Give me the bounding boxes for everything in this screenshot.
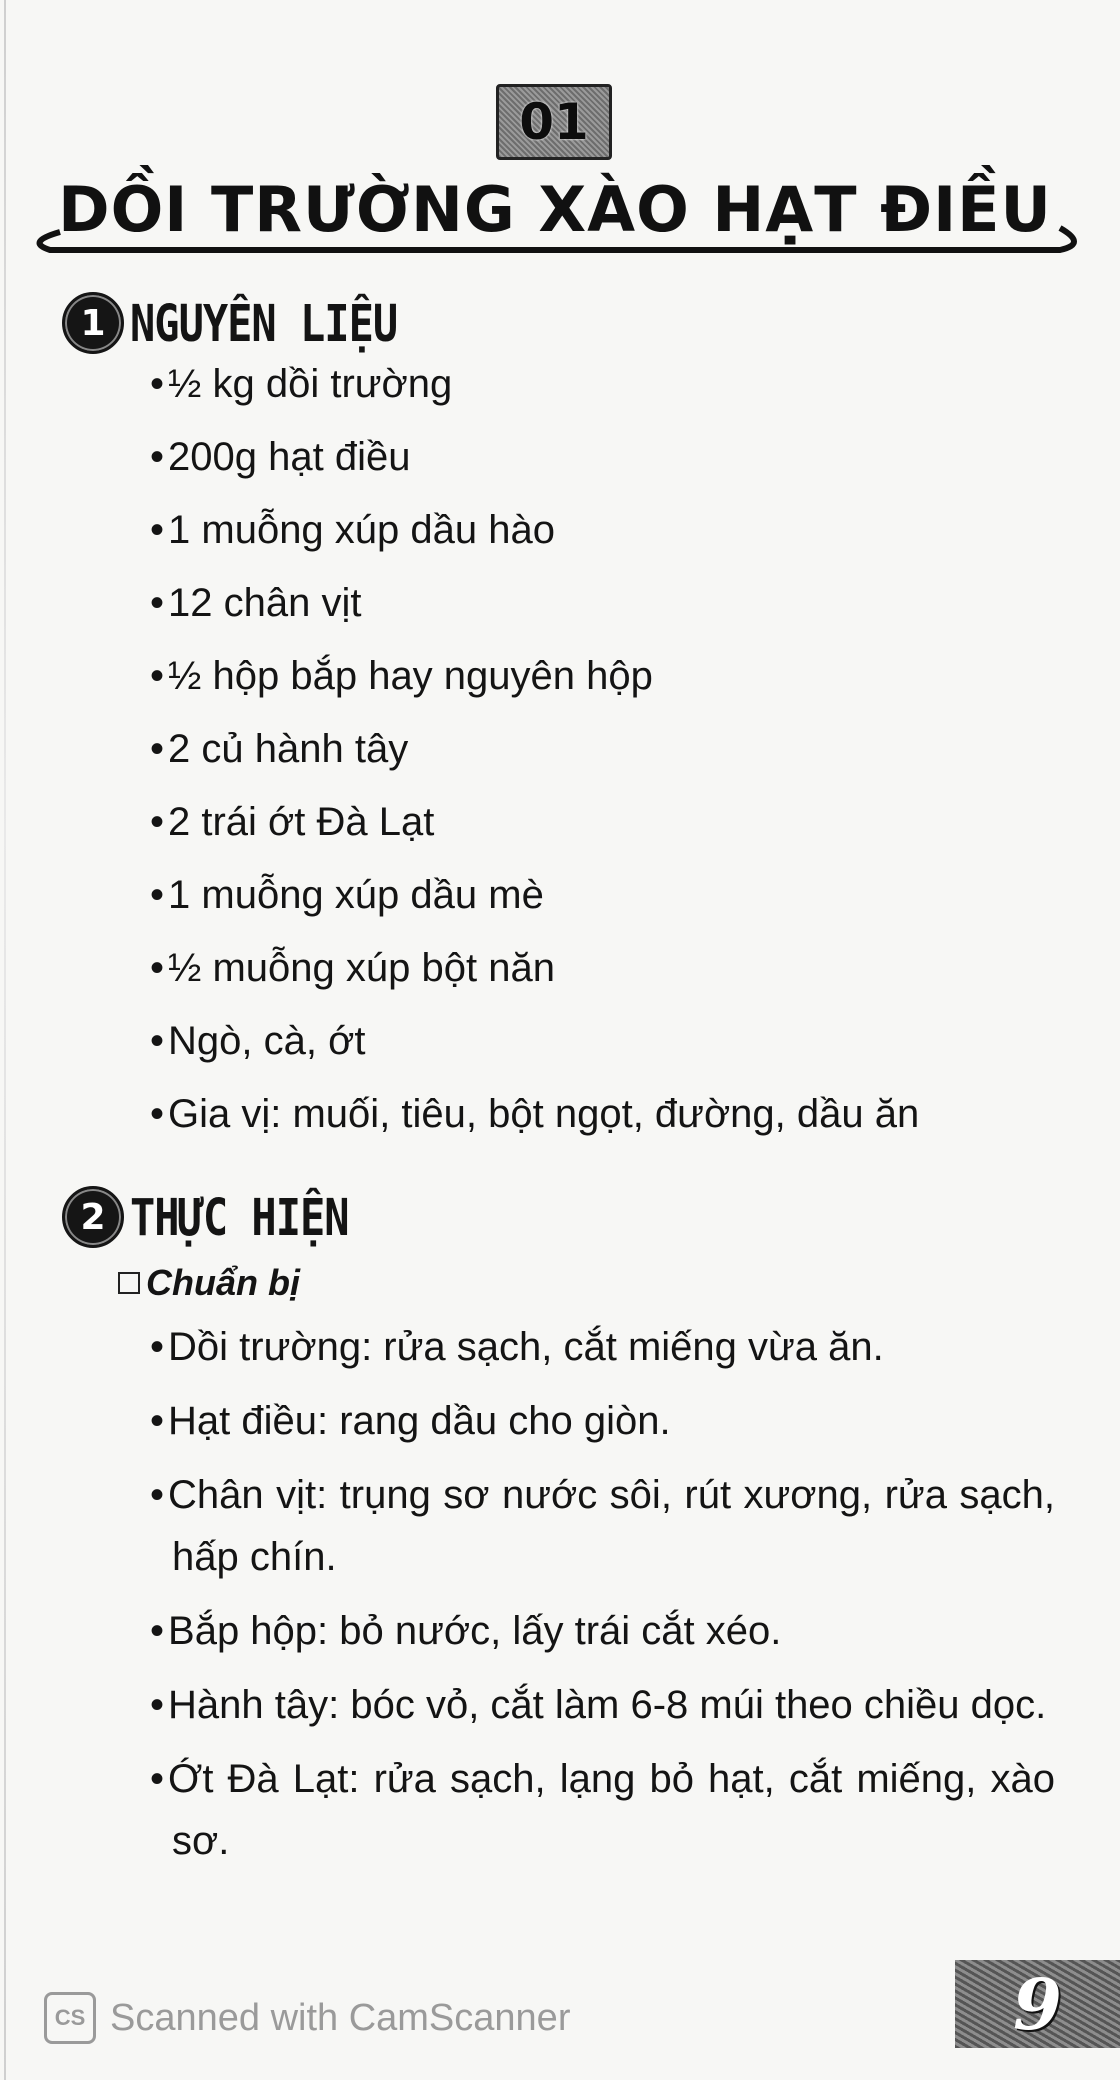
page-edge xyxy=(4,0,6,2080)
camscanner-logo-icon: CS xyxy=(44,1992,96,2044)
list-item: • Bắp hộp: bỏ nước, lấy trái cắt xéo. xyxy=(150,1600,1055,1662)
list-item: • ½ muỗng xúp bột năn xyxy=(150,932,919,1005)
list-item: • Ớt Đà Lạt: rửa sạch, lạng bỏ hạt, cắt miếng, xào sơ. xyxy=(150,1748,1055,1872)
recipe-title: DỒI TRƯỜNG XÀO HẠT ĐIỀU xyxy=(58,173,1052,246)
list-item: • 2 củ hành tây xyxy=(150,713,919,786)
list-item: • Ngò, cà, ớt xyxy=(150,1005,919,1078)
list-item: • 2 trái ớt Đà Lạt xyxy=(150,786,919,859)
ingredients-section-number: 1 xyxy=(62,292,124,354)
ingredients-title: NGUYÊN LIỆU xyxy=(130,293,398,353)
square-bullet-icon xyxy=(118,1272,140,1294)
preparation-steps xyxy=(150,1316,1055,1884)
recipe-number-badge: 01 xyxy=(496,84,612,160)
watermark-text: Scanned with CamScanner xyxy=(110,1996,571,2039)
list-item: • ½ hộp bắp hay nguyên hộp xyxy=(150,640,919,713)
title-banner xyxy=(20,170,1090,260)
preparation-subheading xyxy=(118,1262,300,1304)
list-item: • Chân vịt: trụng sơ nước sôi, rút xương, rửa sạch, hấp chín. xyxy=(150,1464,1055,1588)
list-item: • 1 muỗng xúp dầu mè xyxy=(150,859,919,932)
list-item: • 12 chân vịt xyxy=(150,567,919,640)
ingredient-list xyxy=(150,348,919,1151)
list-item: • 1 muỗng xúp dầu hào xyxy=(150,494,919,567)
camscanner-watermark xyxy=(44,1992,570,2044)
list-item: • Hành tây: bóc vỏ, cắt làm 6-8 múi theo chiều dọc. xyxy=(150,1674,1055,1736)
method-title: THỰC HIỆN xyxy=(130,1187,349,1247)
list-item: • Hạt điều: rang dầu cho giòn. xyxy=(150,1390,1055,1452)
ingredients-heading xyxy=(62,292,397,354)
list-item: • ½ kg dồi trường xyxy=(150,348,919,421)
preparation-label: Chuẩn bị xyxy=(146,1262,300,1303)
list-item: • Gia vị: muối, tiêu, bột ngọt, đường, dầu ăn xyxy=(150,1078,919,1151)
list-item: • 200g hạt điều xyxy=(150,421,919,494)
list-item: • Dồi trường: rửa sạch, cắt miếng vừa ăn. xyxy=(150,1316,1055,1378)
method-heading xyxy=(62,1186,349,1248)
method-section-number: 2 xyxy=(62,1186,124,1248)
page-number: 9 xyxy=(955,1960,1120,2048)
